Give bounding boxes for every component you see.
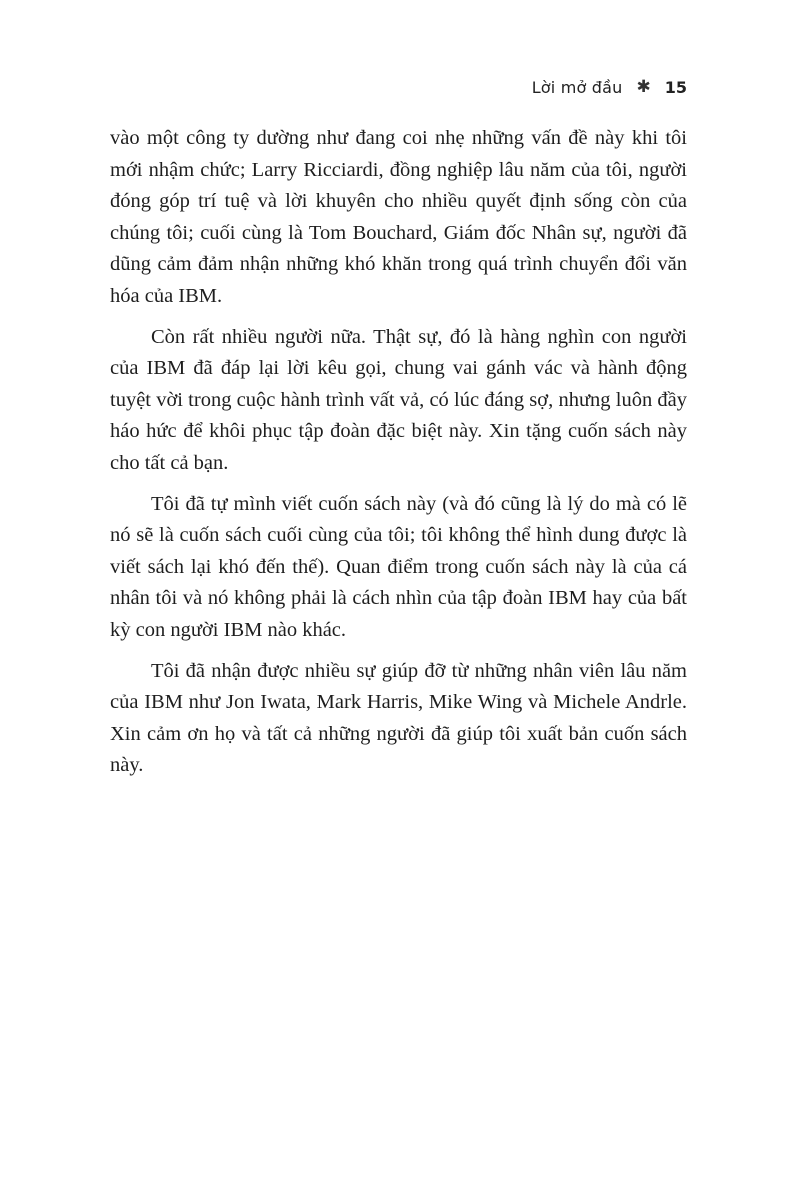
asterisk-separator-icon: ✱ <box>636 77 651 97</box>
paragraph: Còn rất nhiều người nữa. Thật sự, đó là hàng nghìn con người của IBM đã đáp lại lời kêu gọi, chung vai gánh vác và hành động tuyệt vời trong cuộc hành trình vất vả, có lúc đáng sợ, nhưng luôn đầy háo hức để khôi phục tập đoàn đặc biệt này. Xin tặng cuốn sách này cho tất cả bạn. <box>110 325 687 474</box>
paragraph: Tôi đã tự mình viết cuốn sách này (và đó cũng là lý do mà có lẽ nó sẽ là cuốn sách cuối cùng của tôi; tôi không thể hình dung được là viết sách lại khó đến thế). Quan điểm trong cuốn sách này là của cá nhân tôi và nó không phải là cách nhìn của tập đoàn IBM hay của bất kỳ con người IBM nào khác. <box>110 492 687 641</box>
paragraph-continued: vào một công ty dường như đang coi nhẹ những vấn đề này khi tôi mới nhậm chức; Larry Ricciardi, đồng nghiệp lâu năm của tôi, người đóng góp trí tuệ và lời khuyên cho nhiều quyết định sống còn của chúng tôi; cuối cùng là Tom Bouchard, Giám đốc Nhân sự, người đã dũng cảm đảm nhận những khó khăn trong quá trình chuyển đổi văn hóa của IBM. <box>110 127 687 307</box>
running-header <box>532 78 687 97</box>
paragraph: Tôi đã nhận được nhiều sự giúp đỡ từ những nhân viên lâu năm của IBM như Jon Iwata, Mark Harris, Mike Wing và Michele Andrle. Xin cảm ơn họ và tất cả những người đã giúp tôi xuất bản cuốn sách này. <box>110 659 687 777</box>
page-number: 15 <box>664 78 687 97</box>
running-title: Lời mở đầu <box>531 78 623 97</box>
body-text <box>110 123 687 791</box>
